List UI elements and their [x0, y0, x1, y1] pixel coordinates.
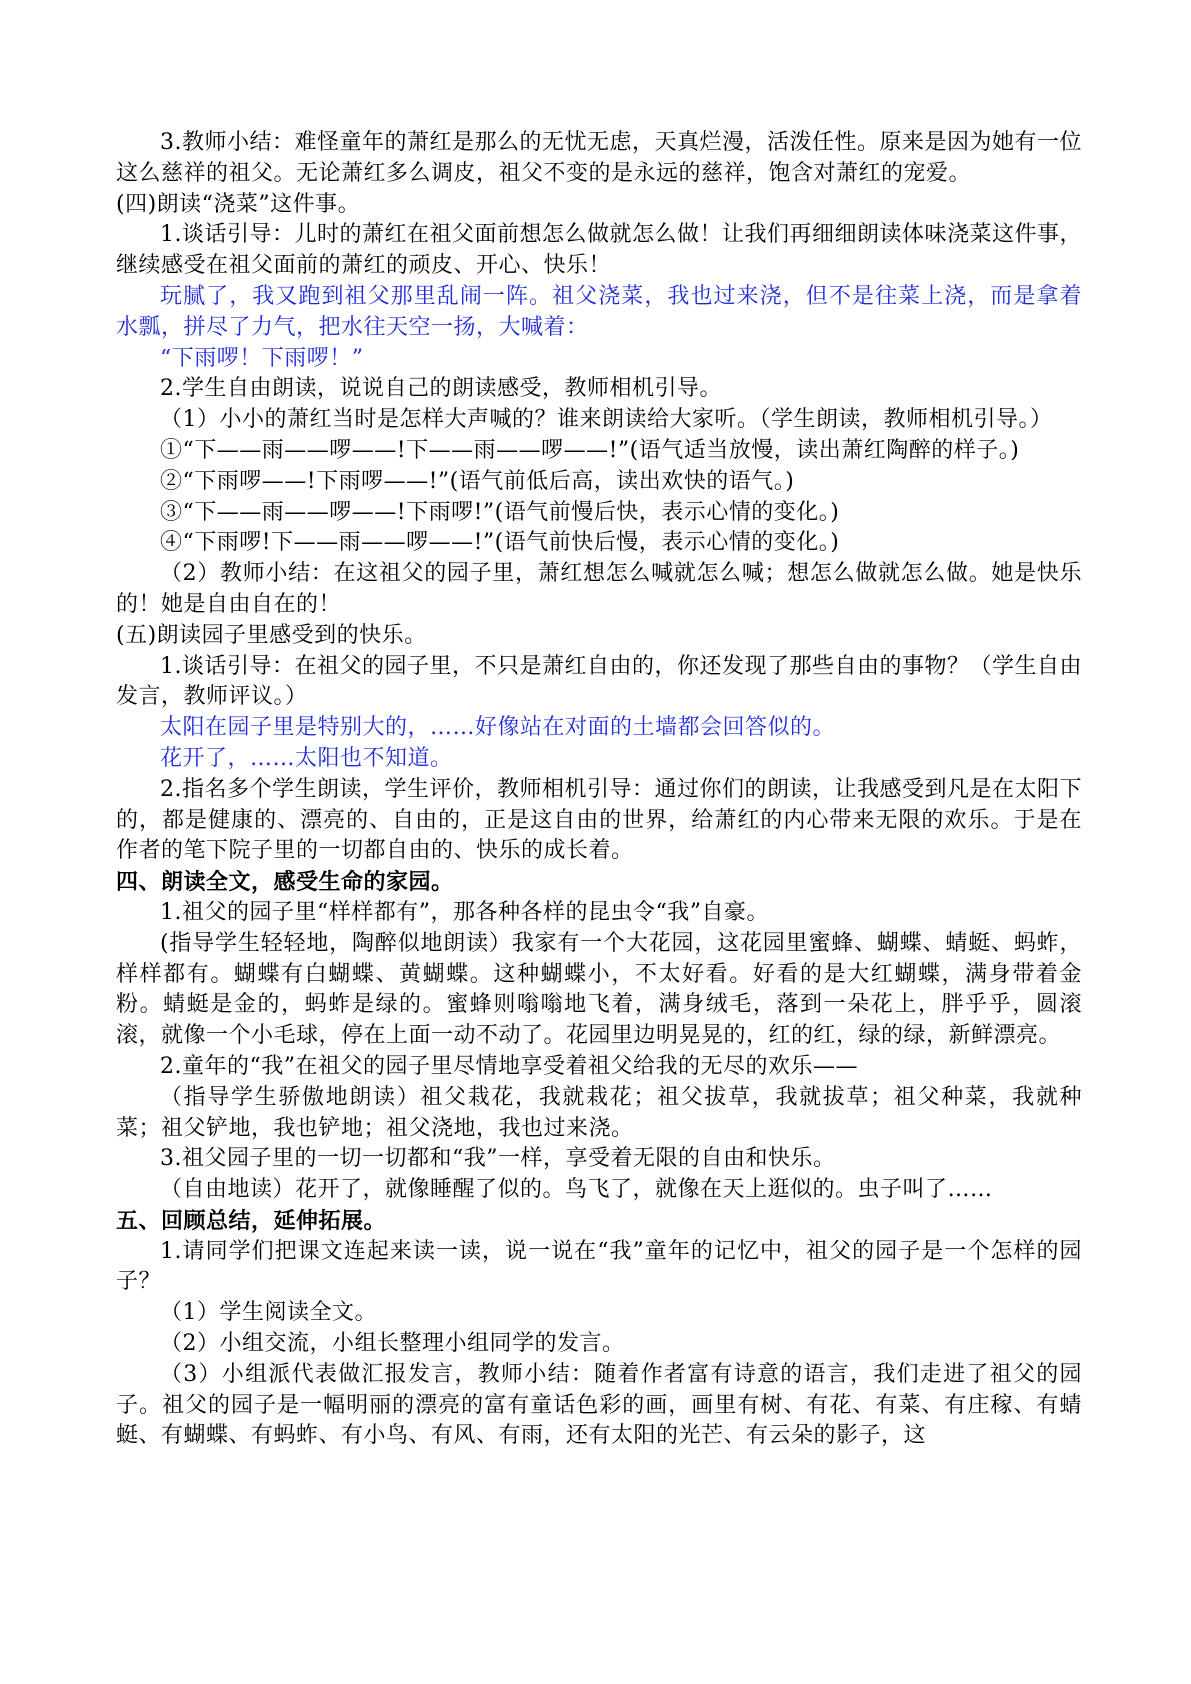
quoted-passage: “下雨啰！下雨啰！”: [160, 345, 364, 371]
paragraph: ③“下——雨——啰——!下雨啰!”(语气前慢后快，表示心情的变化。): [160, 499, 840, 525]
paragraph: 1.谈话引导：在祖父的园子里，不只是萧红自由的，你还发现了那些自由的事物？（学生自由发言，教师评议。）: [116, 653, 1082, 710]
paragraph: ④“下雨啰!下——雨——啰——!”(语气前快后慢，表示心情的变化。): [160, 530, 840, 556]
quoted-passage: 太阳在园子里是特别大的，……好像站在对面的土墙都会回答似的。: [160, 715, 836, 741]
paragraph: （3）小组派代表做汇报发言，教师小结：随着作者富有诗意的语言，我们走进了祖父的园子。祖父的园子是一幅明丽的漂亮的富有童话色彩的画，画里有树、有花、有菜、有庄稼、有蜻蜓、有蝴蝶、有蚂蚱、有小鸟、有风、有雨，还有太阳的光芒、有云朵的影子，这: [116, 1361, 1082, 1449]
paragraph: （2）小组交流，小组长整理小组同学的发言。: [160, 1331, 625, 1357]
quoted-passage: 玩腻了，我又跑到祖父那里乱闹一阵。祖父浇菜，我也过来浇，但不是往菜上浇，而是拿着水瓢，拼尽了力气，把水往天空一扬，大喊着：: [116, 283, 1082, 340]
paragraph: （2）教师小结：在这祖父的园子里，萧红想怎么喊就怎么喊；想怎么做就怎么做。她是快乐的！她是自由自在的！: [116, 561, 1082, 617]
paragraph: （1）学生阅读全文。: [160, 1300, 377, 1326]
paragraph: (指导学生轻轻地，陶醉似地朗读）我家有一个大花园，这花园里蜜蜂、蝴蝶、蜻蜓、蚂蚱，样样都有。蝴蝶有白蝴蝶、黄蝴蝶。这种蝴蝶小，不太好看。好看的是大红蝴蝶，满身带着金粉。蜻蜓是金的，蚂蚱是绿的。蜜蜂则嗡嗡地飞着，满身绒毛，落到一朵花上，胖乎乎，圆滚滚，就像一个小毛球，停在上面一动不动了。花园里边明晃晃的，红的红，绿的绿，新鲜漂亮。: [116, 930, 1082, 1049]
document-body: [116, 128, 1082, 1452]
paragraph: 1.请同学们把课文连起来读一读，说一说在“我”童年的记忆中，祖父的园子是一个怎样的园子？: [116, 1238, 1082, 1295]
section-heading: 五、回顾总结，延伸拓展。: [116, 1207, 387, 1234]
paragraph: (五)朗读园子里感受到的快乐。: [116, 622, 427, 648]
paragraph: （1）小小的萧红当时是怎样大声喊的？谁来朗读给大家听。（学生朗读，教师相机引导。）: [160, 407, 1053, 433]
paragraph: 2.学生自由朗读，说说自己的朗读感受，教师相机引导。: [160, 376, 722, 402]
paragraph: 1.祖父的园子里“样样都有”，那各种各样的昆虫令“我”自豪。: [160, 899, 769, 925]
paragraph: 3.祖父园子里的一切一切都和“我”一样，享受着无限的自由和快乐。: [160, 1146, 836, 1172]
paragraph: ①“下——雨——啰——!下——雨——啰——!”(语气适当放慢，读出萧红陶醉的样子。): [160, 437, 1020, 463]
paragraph: (四)朗读“浇菜”这件事。: [116, 191, 361, 217]
section-heading: 四、朗读全文，感受生命的家园。: [116, 869, 454, 896]
paragraph: 1.谈话引导：儿时的萧红在祖父面前想怎么做就怎么做！让我们再细细朗读体味浇菜这件事，继续感受在祖父面前的萧红的顽皮、开心、快乐！: [116, 222, 1082, 279]
paragraph: 3.教师小结：难怪童年的萧红是那么的无忧无虑，天真烂漫，活泼任性。原来是因为她有一位这么慈祥的祖父。无论萧红多么调皮，祖父不变的是永远的慈祥，饱含对萧红的宠爱。: [116, 130, 1082, 186]
paragraph: 2.童年的“我”在祖父的园子里尽情地享受着祖父给我的无尽的欢乐——: [160, 1053, 858, 1079]
paragraph: （自由地读）花开了，就像睡醒了似的。鸟飞了，就像在天上逛似的。虫子叫了……: [160, 1177, 993, 1203]
paragraph: ②“下雨啰——!下雨啰——!”(语气前低后高，读出欢快的语气。): [160, 468, 795, 494]
quoted-passage: 花开了，……太阳也不知道。: [160, 745, 453, 771]
paragraph: （指导学生骄傲地朗读）祖父栽花，我就栽花；祖父拔草，我就拔草；祖父种菜，我就种菜；祖父铲地，我也铲地；祖父浇地，我也过来浇。: [116, 1084, 1082, 1141]
paragraph: 2.指名多个学生朗读，学生评价，教师相机引导：通过你们的朗读，让我感受到凡是在太阳下的，都是健康的、漂亮的、自由的，正是这自由的世界，给萧红的内心带来无限的欢乐。于是在作者的笔下院子里的一切都自由的、快乐的成长着。: [116, 776, 1082, 864]
